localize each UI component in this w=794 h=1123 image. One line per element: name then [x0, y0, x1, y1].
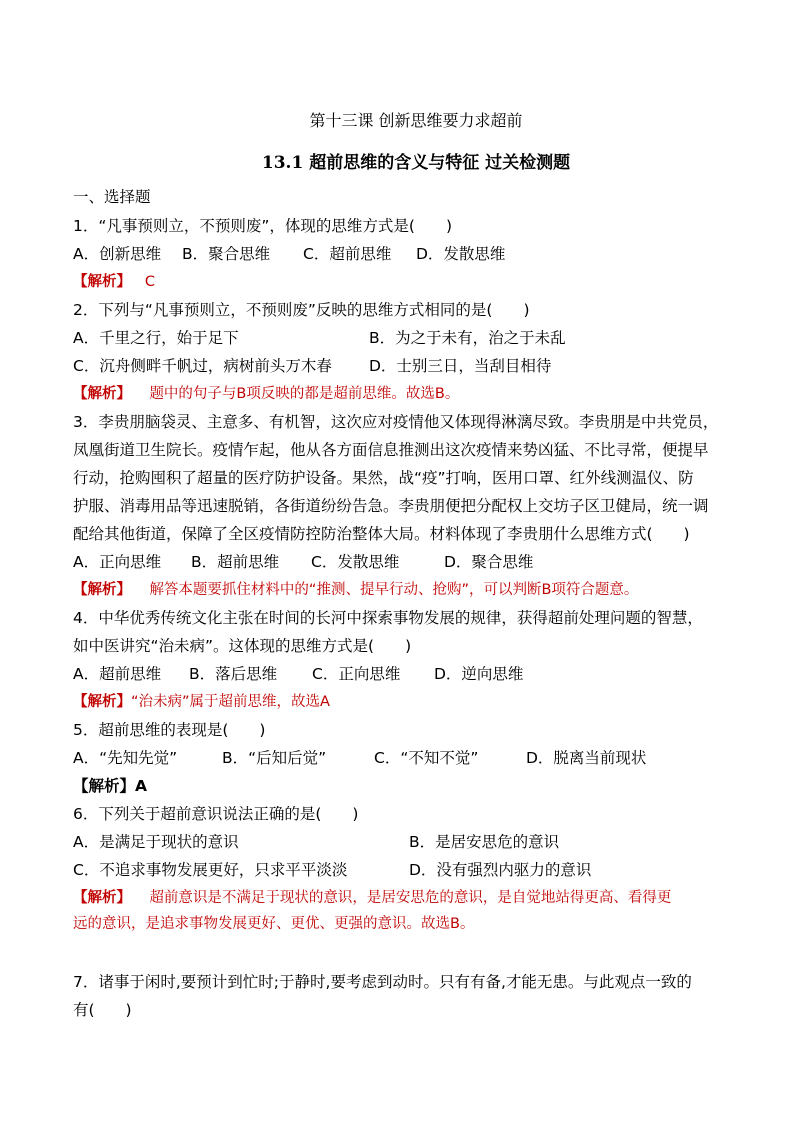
q3-option-d: D．聚合思维: [444, 553, 534, 571]
q5-analysis-text: A: [135, 777, 148, 795]
q3-analysis: [73, 580, 638, 600]
q2-option-b: B．为之于未有，治之于未乱: [369, 329, 566, 347]
q4-analysis-text: “治未病”属于超前思维，故选A: [131, 694, 330, 710]
question-7-stem-line-2: 有( ): [73, 1001, 132, 1019]
q4-option-a: A．超前思维: [73, 665, 162, 683]
analysis-tag: 【解析】: [73, 274, 131, 290]
q2-analysis: [73, 384, 459, 404]
q1-option-c: C．超前思维: [303, 245, 392, 263]
analysis-tag: 【解析】: [73, 890, 131, 906]
analysis-tag: 【解析】: [73, 777, 136, 795]
q6-option-b: B．是居安思危的意识: [409, 833, 560, 851]
q3-option-b: B．超前思维: [191, 553, 280, 571]
q1-option-a: A．创新思维: [73, 245, 162, 263]
question-5-stem: 5．超前思维的表现是( ): [73, 721, 266, 739]
q1-analysis: [73, 272, 155, 292]
q5-option-a: A．“先知先觉”: [73, 749, 178, 767]
q5-option-c: C．“不知不觉”: [374, 749, 479, 767]
question-3-stem-line-5: 配给其他街道，保障了全区疫情防控防治整体大局。材料体现了李贵朋什么思维方式( ): [73, 525, 690, 543]
q5-option-d: D．脱离当前现状: [526, 749, 647, 767]
q4-analysis: [73, 692, 330, 712]
question-3-stem-line-3: 行动，抢购囤积了超量的医疗防护设备。果然，战“疫”打响，医用口罩、红外线测温仪、防: [73, 469, 694, 487]
analysis-tag: 【解析】: [73, 582, 131, 598]
q1-option-b: B．聚合思维: [182, 245, 271, 263]
question-7-stem-line-1: 7．诸事于闲时,要预计到忙时;于静时,要考虑到动时。只有有备,才能无患。与此观点一致的: [73, 973, 692, 991]
question-6-stem: 6．下列关于超前意识说法正确的是( ): [73, 805, 359, 823]
q3-analysis-text: 解答本题要抓住材料中的“推测、提早行动、抢购”，可以判断B项符合题意。: [149, 582, 639, 598]
q6-analysis-line-1: [73, 888, 671, 908]
section-title: 13.1 超前思维的含义与特征 过关检测题: [261, 153, 571, 173]
q3-option-a: A．正向思维: [73, 553, 162, 571]
q6-option-d: D．没有强烈内驱力的意识: [409, 861, 592, 879]
question-4-stem-line-2: 如中医讲究“治未病”。这体现的思维方式是( ): [73, 637, 412, 655]
q6-option-c: C．不追求事物发展更好，只求平平淡淡: [73, 861, 348, 879]
q1-analysis-text: C: [144, 274, 155, 290]
q5-analysis: [73, 776, 147, 796]
q4-option-c: C．正向思维: [312, 665, 401, 683]
part-heading: 一、选择题: [73, 188, 151, 206]
q6-option-a: A．是满足于现状的意识: [73, 833, 239, 851]
q6-analysis-text-1: 超前意识是不满足于现状的意识，是居安思危的意识，是自觉地站得更高、看得更: [149, 890, 672, 906]
analysis-tag: 【解析】: [73, 386, 131, 402]
q2-option-a: A．千里之行，始于足下: [73, 329, 239, 347]
q6-analysis-line-2: 远的意识，是追求事物发展更好、更优、更强的意识。故选B。: [73, 916, 475, 932]
q4-option-d: D．逆向思维: [434, 665, 524, 683]
q5-option-b: B．“后知后觉”: [222, 749, 327, 767]
q3-option-c: C．发散思维: [311, 553, 400, 571]
q4-option-b: B．落后思维: [189, 665, 278, 683]
question-2-stem: 2．下列与“凡事预则立，不预则废”反映的思维方式相同的是( ): [73, 301, 530, 319]
question-3-stem-line-2: 凤凰街道卫生院长。疫情乍起，他从各方面信息推测出这次疫情来势凶猛、不比寻常，便提早: [73, 441, 709, 459]
lesson-title: 第十三课 创新思维要力求超前: [309, 111, 523, 130]
q2-analysis-text: 题中的句子与B项反映的都是超前思维。故选B。: [149, 386, 460, 402]
q2-option-c: C．沉舟侧畔千帆过，病树前头万木春: [73, 357, 332, 375]
q2-option-d: D．士别三日，当刮目相待: [369, 357, 552, 375]
question-3-stem-line-1: 3．李贵朋脑袋灵、主意多、有机智，这次应对疫情他又体现得淋漓尽致。李贵朋是中共党员，: [73, 413, 719, 431]
question-4-stem-line-1: 4．中华优秀传统文化主张在时间的长河中探索事物发展的规律，获得超前处理问题的智慧，: [73, 609, 703, 627]
question-3-stem-line-4: 护服、消毒用品等迅速脱销，各街道纷纷告急。李贵朋便把分配权上交坊子区卫健局，统一调: [73, 497, 709, 515]
analysis-tag: 【解析】: [73, 694, 131, 710]
q1-option-d: D．发散思维: [416, 245, 506, 263]
question-1-stem: 1．“凡事预则立，不预则废”，体现的思维方式是( ): [73, 217, 453, 235]
